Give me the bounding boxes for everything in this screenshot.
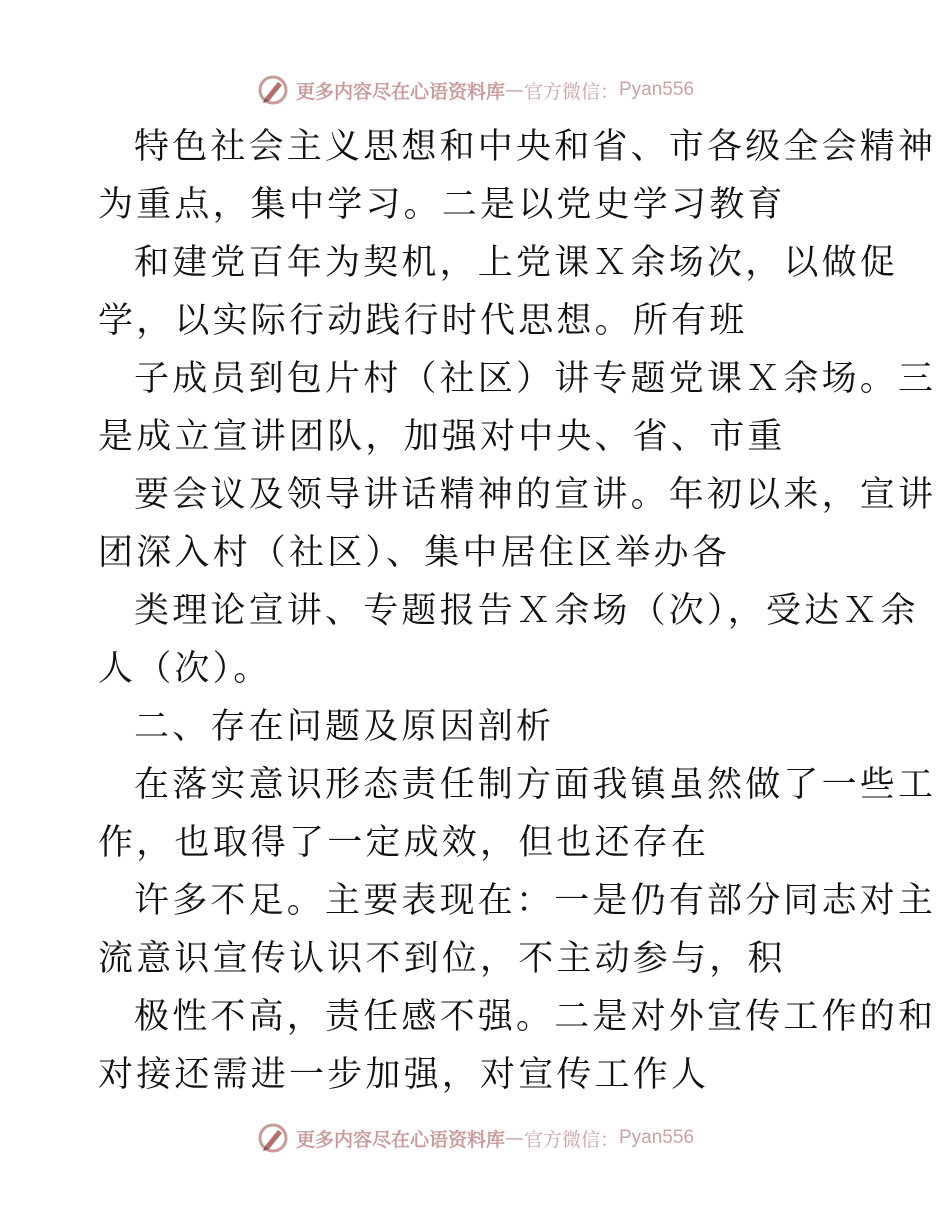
text-line-17: 对接还需进一步加强，对宣传工作人 [98, 1055, 710, 1095]
watermark-id: Pyan556 [619, 79, 695, 100]
text-line-15: 流意识宣传认识不到位，不主动参与，积 [98, 939, 786, 979]
header-watermark [0, 70, 950, 110]
text-line-5: 子成员到包片村（社区）讲专题党课Ｘ余场。三 [134, 359, 937, 399]
watermark-dash: — [504, 1127, 524, 1149]
watermark-dash: — [504, 79, 524, 101]
text-line-13: 作，也取得了一定成效，但也还存在 [98, 823, 710, 863]
text-line-3: 和建党百年为契机，上党课Ｘ余场次，以做促 [134, 243, 899, 283]
watermark-id: Pyan556 [619, 1127, 695, 1148]
pen-circle-logo-icon [256, 1121, 290, 1155]
text-line-2: 为重点，集中学习。二是以党史学习教育 [98, 185, 786, 225]
text-line-9: 类理论宣讲、专题报告Ｘ余场（次），受达Ｘ余 [134, 591, 919, 631]
text-line-16: 极性不高，责任感不强。二是对外宣传工作的和 [134, 997, 937, 1037]
text-line-14: 许多不足。主要表现在：一是仍有部分同志对主 [134, 881, 937, 921]
text-line-1: 特色社会主义思想和中央和省、市各级全会精神 [134, 127, 937, 167]
pen-circle-logo-icon [256, 73, 290, 107]
watermark-sub-text: 官方微信： [523, 1128, 619, 1151]
watermark-main-text: 更多内容尽在心语资料库 [295, 1128, 505, 1151]
watermark-sub-text: 官方微信： [523, 80, 619, 103]
text-line-10: 人（次）。 [98, 649, 272, 689]
text-line-8: 团深入村（社区）、集中居住区举办各 [98, 533, 730, 573]
text-line-12: 在落实意识形态责任制方面我镇虽然做了一些工 [134, 765, 937, 805]
text-line-4: 学，以实际行动践行时代思想。所有班 [98, 301, 748, 341]
watermark-main-text: 更多内容尽在心语资料库 [295, 80, 505, 103]
text-line-7: 要会议及领导讲话精神的宣讲。年初以来，宣讲 [134, 475, 937, 515]
text-line-6: 是成立宣讲团队，加强对中央、省、市重 [98, 417, 786, 457]
section-heading: 二、存在问题及原因剖析 [134, 707, 555, 747]
footer-watermark [0, 1118, 950, 1158]
